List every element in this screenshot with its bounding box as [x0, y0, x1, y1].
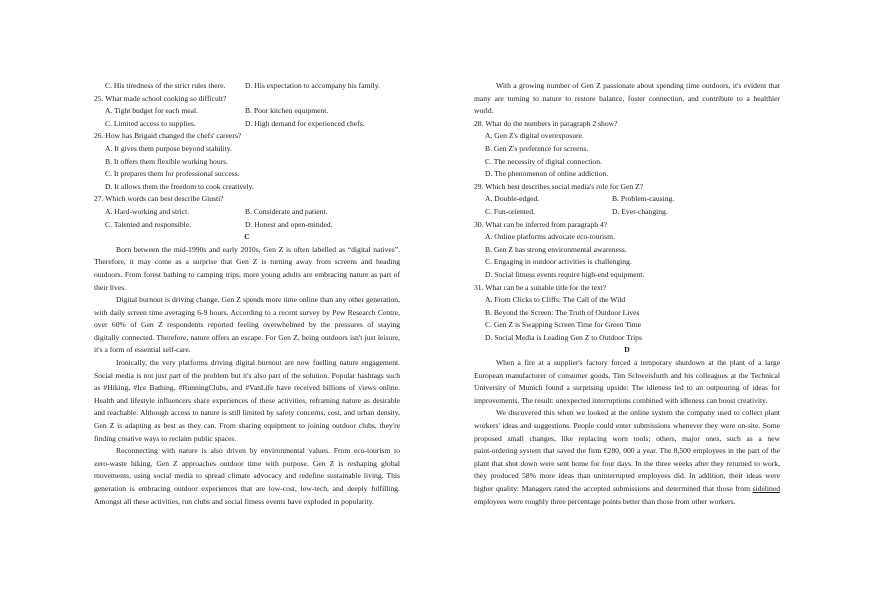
- q30-option-a: A. Online platforms advocate eco-tourism.: [485, 232, 615, 242]
- q29-option-d: D. Ever-changing.: [612, 206, 668, 216]
- text-line: employees were roughly three percentage points better than those from other workers.: [474, 496, 736, 506]
- q30-option-b: B. Gen Z has strong environmental awareness.: [485, 244, 627, 254]
- left-column: [94, 80, 400, 508]
- q27-options-cd: [94, 219, 400, 232]
- q31-option-b: B. Beyond the Screen: The Truth of Outdoor Lives: [485, 307, 640, 317]
- q25-option-d: D. High demand for experienced chefs.: [245, 118, 365, 128]
- q30-option-c: C. Engaging in outdoor activities is challenging.: [485, 257, 632, 267]
- q26-option-a: A. It gives them purpose beyond stability.: [105, 143, 232, 153]
- text-line: Digital burnout is driving change. Gen Z spends more time online than any other generation,: [116, 295, 400, 305]
- passage-d-paragraph-2: [474, 407, 780, 508]
- q29-option-a: A. Double-edged.: [485, 194, 540, 204]
- q26-option-b: B. It offers them flexible working hours.: [105, 156, 229, 166]
- q25-options-ab: [94, 105, 400, 118]
- passage-c-paragraph-5: [474, 80, 780, 118]
- text-line: as #Hiking, #Ice Bathing, #RunningClubs, and #VanLife have received billions of views online.: [94, 383, 400, 393]
- text-line: paint-ordering system that saved the firm €280, 000 a year. The 8,500 employees in the part of the: [474, 446, 780, 456]
- q25-options-cd: [94, 118, 400, 131]
- q28-option-d: D. The phenomenon of online addiction.: [485, 169, 609, 179]
- q27-stem: 27. Which words can best describe Giusti?: [94, 194, 224, 204]
- q28-option-b: B. Gen Z's preference for screens.: [485, 143, 589, 153]
- text-line: and reachable. Although access to nature is still limited by safety concerns, cost, and urban density,: [94, 408, 400, 418]
- q27-option-b: B. Considerate and patient.: [245, 206, 328, 216]
- text-line: proposed small changes, like replacing worn tools; others, major ones, such as a new: [474, 433, 780, 443]
- text-line: with daily screen time averaging 6-9 hours. According to a recent survey by Pew Research Centre,: [94, 307, 400, 317]
- underlined-word: sidelined: [752, 484, 780, 493]
- text-line: outdoors. From forest bathing to camping trips, more young adults are embracing nature as part of: [94, 269, 400, 279]
- q29-option-b: B. Problem-causing.: [612, 194, 675, 204]
- section-c-title: C: [244, 232, 250, 242]
- text-line: many are turning to nature to restore balance, foster connection, and contribute to a healthier: [474, 93, 780, 103]
- text-line: improvements. The result: unexpected interruptions combined with idleness can boost creativity.: [474, 395, 768, 405]
- q27-options-ab: [94, 206, 400, 219]
- right-column: [474, 80, 780, 508]
- text-line: they produced 58% more ideas than uninterrupted employees did. In addition, their ideas were: [474, 471, 780, 481]
- section-d-title: D: [624, 345, 630, 355]
- text-line: Amongst all these activities, run clubs and social fitness events have exploded in popularity.: [94, 496, 374, 506]
- q29-options-cd: [474, 206, 780, 219]
- text-line: workers' ideas and suggestions. People could enter submissions whenever they were on-site. Some: [474, 421, 780, 431]
- text-line: [474, 483, 780, 496]
- q29-options-ab: [474, 193, 780, 206]
- text-line: Born between the mid-1990s and early 2010s, Gen Z is often labelled as “digital natives”.: [116, 244, 400, 254]
- q25-option-c: C. Limited access to supplies.: [105, 118, 196, 128]
- text-line: We discovered this when we looked at the online system the company used to collect plant: [496, 408, 780, 418]
- q27-option-d: D. Honest and open-minded.: [245, 219, 333, 229]
- q24-option-d: D. His expectation to accompany his family.: [245, 81, 380, 90]
- text-line: finding creative ways to reclaim public spaces.: [94, 433, 237, 443]
- text-line: When a fire at a supplier's factory forced a temporary shutdown at the plant of a large: [496, 358, 780, 368]
- passage-c-paragraph-2: [94, 294, 400, 357]
- q31-stem: 31. What can be a suitable title for the text?: [474, 282, 607, 292]
- text-line: Reconnecting with nature is also driven by environmental values. From eco-tourism to: [116, 446, 400, 456]
- text-line: University of Munich found a surprising upside: The idleness led to an outpouring of ideas for: [474, 383, 780, 393]
- text-line: Social media is not just part of the problem but it's also part of the solution. Popular hashtags such: [94, 370, 400, 380]
- text-line: movements, using social media to spread climate advocacy and redefine sustainable living. This: [94, 471, 400, 481]
- text-line: Health and lifestyle influencers share experiences of these activities, reframing nature as desirable: [94, 395, 400, 405]
- text-line: it's a form of essential self-care.: [94, 345, 191, 355]
- text-line: European manufacturer of consumer goods, Tim Schweisfurth and his colleagues at the Technical: [474, 370, 780, 380]
- q26-option-d: D. It allows them the freedom to cook creatively.: [105, 181, 254, 191]
- text-line: With a growing number of Gen Z passionate about spending time outdoors, it's evident that: [496, 81, 780, 90]
- q29-stem: 29. Which best describes social media's role for Gen Z?: [474, 181, 644, 191]
- q24-option-c: C. His tiredness of the strict rules there.: [105, 81, 226, 90]
- text-line: over 60% of Gen Z respondents reported feeling overwhelmed by the pressures of staying: [94, 320, 400, 330]
- q27-option-c: C. Talented and responsible.: [105, 219, 192, 229]
- text-line: Gen Z is adapting as best as they can. From sharing equipment to joining outdoor clubs, they're: [94, 421, 400, 431]
- passage-c-paragraph-4: [94, 445, 400, 508]
- q25-option-b: B. Poor kitchen equipment.: [245, 106, 329, 116]
- q27-option-a: A. Hard-working and strict.: [105, 206, 190, 216]
- q31-option-c: C. Gen Z is Swapping Screen Time for Green Time: [485, 320, 642, 330]
- q28-option-c: C. The necessity of digital connection.: [485, 156, 602, 166]
- text-line: Ironically, the very platforms driving digital burnout are now fuelling nature engagement.: [116, 358, 400, 368]
- q25-stem: 25. What made school cooking so difficult?: [94, 93, 227, 103]
- q26-option-c: C. It prepares them for professional success.: [105, 169, 240, 179]
- text-line: digitally connected. Therefore, nature offers an escape. For Gen Z, being outdoors isn't just leisure,: [94, 332, 400, 342]
- text-line: generation is embracing outdoor experiences that are low-cost, low-tech, and deeply fulfilling.: [94, 484, 400, 493]
- text-line: their lives.: [94, 282, 127, 292]
- q29-option-c: C. Fun-oriented.: [485, 206, 535, 216]
- q30-option-d: D. Social fitness events require high-end equipment.: [485, 269, 645, 279]
- q30-stem: 30. What can be inferred from paragraph 4?: [474, 219, 608, 229]
- text-segment: higher quality: Managers rated the accepted submissions and determined that those from: [474, 484, 751, 493]
- passage-d-paragraph-1: [474, 357, 780, 407]
- passage-c-paragraph-3: [94, 357, 400, 445]
- passage-c-paragraph-1: [94, 244, 400, 294]
- text-line: world.: [474, 106, 494, 116]
- q31-option-a: A. From Clicks to Cliffs: The Call of the Wild: [485, 295, 626, 305]
- text-line: plant that shut down were sent home for four days. In the three weeks after they returned to work,: [474, 458, 780, 468]
- q28-stem: 28. What do the numbers in paragraph 2 show?: [474, 118, 618, 128]
- q25-option-a: A. Tight budget for each meal.: [105, 106, 199, 116]
- text-line: Therefore, it may come as a surprise that Gen Z is turning away from screens and heading: [94, 257, 400, 267]
- q24-options-cd: [94, 80, 400, 93]
- text-line: zero-waste hiking, Gen Z approaches outdoor time with purpose. Gen Z is reshaping global: [94, 458, 400, 468]
- q31-option-d: D. Social Media is Leading Gen Z to Outdoor Trips: [485, 332, 642, 342]
- q26-stem: 26. How has Brigaid changed the chefs' careers?: [94, 131, 242, 141]
- q28-option-a: A. Gen Z's digital overexposure.: [485, 131, 584, 141]
